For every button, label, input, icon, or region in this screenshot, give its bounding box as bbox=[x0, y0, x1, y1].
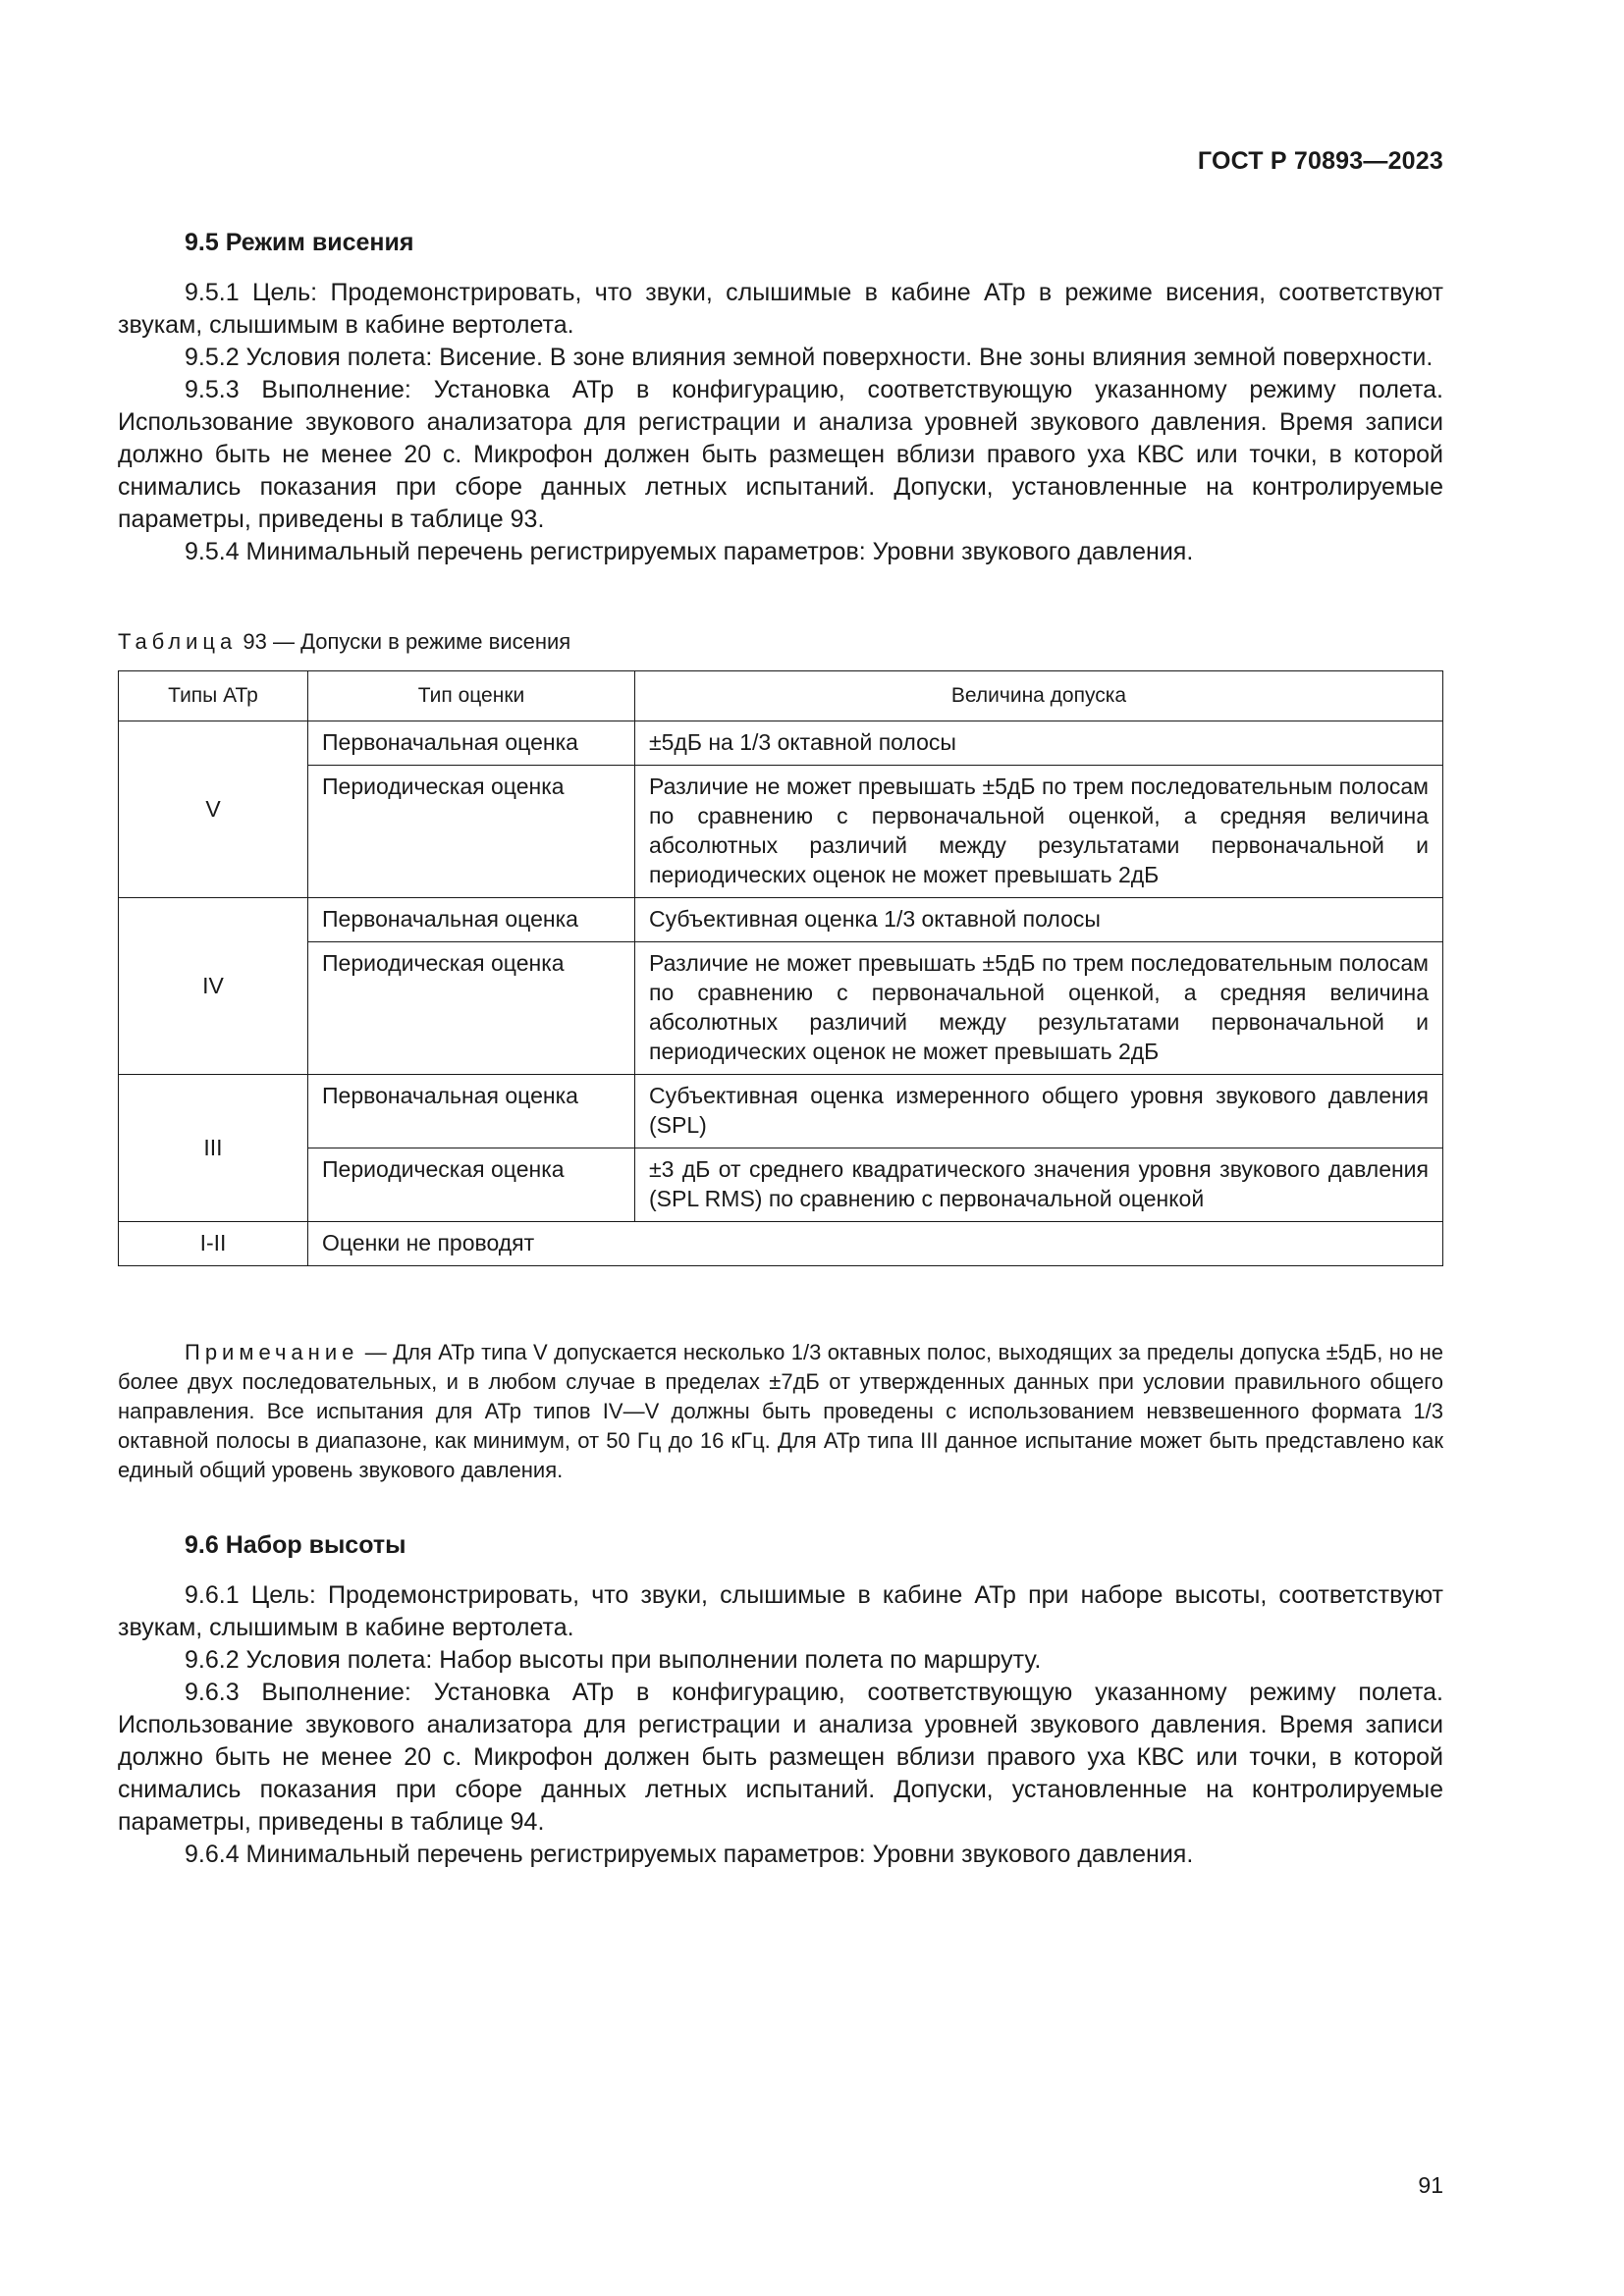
simulator-type-cell: IV bbox=[119, 898, 308, 1075]
table-row bbox=[119, 898, 1443, 942]
table-row bbox=[119, 1148, 1443, 1222]
section-9-5-body bbox=[118, 277, 1443, 568]
tolerance-cell: ±5дБ на 1/3 октавной полосы bbox=[635, 721, 1443, 766]
paragraph-9-6-2: 9.6.2 Условия полета: Набор высоты при выполнении полета по маршруту. bbox=[185, 1646, 1042, 1674]
column-header-assessment-type: Тип оценки bbox=[308, 671, 635, 721]
paragraph-9-5-1: 9.5.1 Цель: Продемонстрировать, что звуки, слышимые в кабине АТр в режиме висения, соответствуют звукам, слышимым в кабине вертолета. bbox=[118, 279, 1443, 339]
assessment-cell: Первоначальная оценка bbox=[308, 1075, 635, 1148]
tolerance-cell: Субъективная оценка 1/3 октавной полосы bbox=[635, 898, 1443, 942]
page-number: 91 bbox=[1418, 2172, 1443, 2198]
table-row bbox=[119, 721, 1443, 766]
table-note bbox=[118, 1338, 1443, 1485]
table-row bbox=[119, 942, 1443, 1075]
section-9-6-body bbox=[118, 1579, 1443, 1871]
tolerance-cell: Различие не может превышать ±5дБ по трем последовательным полосам по сравнению с первоначальной оценкой, а средняя величина абсолютных различий между результатами первоначальной и периодических оценок не может превышать 2дБ bbox=[635, 766, 1443, 898]
section-heading-9-6: 9.6 Набор высоты bbox=[185, 1531, 406, 1559]
simulator-type-cell: V bbox=[119, 721, 308, 898]
tolerance-cell: Субъективная оценка измеренного общего уровня звукового давления (SPL) bbox=[635, 1075, 1443, 1148]
note-text: — Для АТр типа V допускается несколько 1/3 октавных полос, выходящих за пределы допуска ±5дБ, но не более двух последовательных, и в любом случае в пределах ±7дБ от утвержденных данных при условии правильного общего направления. Все испытания для АТр типов IV—V должны быть проведены с использованием невзвешенного формата 1/3 октавной полосы в диапазоне, как минимум, от 50 Гц до 16 кГц. Для АТр типа III данное испытание может быть представлено как единый общий уровень звукового давления. bbox=[118, 1340, 1443, 1482]
document-page bbox=[118, 0, 1443, 2296]
column-header-tolerance: Величина допуска bbox=[635, 671, 1443, 721]
tolerance-cell: ±3 дБ от среднего квадратического значения уровня звукового давления (SPL RMS) по сравнению с первоначальной оценкой bbox=[635, 1148, 1443, 1222]
assessment-cell: Периодическая оценка bbox=[308, 1148, 635, 1222]
paragraph-9-6-3: 9.6.3 Выполнение: Установка АТр в конфигурацию, соответствующую указанному режиму полета. Использование звукового анализатора для регистрации и анализа уровней звукового давления. Время записи должно быть не менее 20 с. Микрофон должен быть размещен вблизи правого уха КВС или точки, в которой снимались показания при сборе данных летных испытаний. Допуски, установленные на контролируемые параметры, приведены в таблице 94. bbox=[118, 1679, 1443, 1836]
paragraph-9-5-3: 9.5.3 Выполнение: Установка АТр в конфигурацию, соответствующую указанному режиму полета. Использование звукового анализатора для регистрации и анализа уровней звукового давления. Время записи должно быть не менее 20 с. Микрофон должен быть размещен вблизи правого уха КВС или точки, в которой снимались показания при сборе данных летных испытаний. Допуски, установленные на контролируемые параметры, приведены в таблице 93. bbox=[118, 376, 1443, 533]
paragraph-9-6-1: 9.6.1 Цель: Продемонстрировать, что звуки, слышимые в кабине АТр при наборе высоты, соответствуют звукам, слышимым в кабине вертолета. bbox=[118, 1581, 1443, 1641]
paragraph-9-5-4: 9.5.4 Минимальный перечень регистрируемых параметров: Уровни звукового давления. bbox=[185, 538, 1194, 565]
note-label: Примечание bbox=[185, 1340, 359, 1364]
paragraph-9-6-4: 9.6.4 Минимальный перечень регистрируемых параметров: Уровни звукового давления. bbox=[185, 1841, 1194, 1868]
assessment-cell: Первоначальная оценка bbox=[308, 898, 635, 942]
table-caption-title: 93 — Допуски в режиме висения bbox=[237, 629, 571, 654]
assessment-cell: Периодическая оценка bbox=[308, 942, 635, 1075]
table-row bbox=[119, 1075, 1443, 1148]
document-code: ГОСТ Р 70893—2023 bbox=[1197, 147, 1443, 175]
column-header-simulator-type: Типы АТр bbox=[119, 671, 308, 721]
table-caption-label: Таблица bbox=[118, 629, 238, 654]
simulator-type-cell: I-II bbox=[119, 1222, 308, 1266]
assessment-cell: Первоначальная оценка bbox=[308, 721, 635, 766]
table-header-row bbox=[119, 671, 1443, 721]
assessment-cell: Периодическая оценка bbox=[308, 766, 635, 898]
no-assessment-cell: Оценки не проводят bbox=[308, 1222, 1443, 1266]
table-row bbox=[119, 1222, 1443, 1266]
paragraph-9-5-2: 9.5.2 Условия полета: Висение. В зоне влияния земной поверхности. Вне зоны влияния земной поверхности. bbox=[185, 344, 1434, 371]
table-caption bbox=[118, 629, 570, 655]
section-heading-9-5: 9.5 Режим висения bbox=[185, 229, 414, 256]
tolerance-table bbox=[118, 670, 1443, 1266]
table-row bbox=[119, 766, 1443, 898]
tolerance-cell: Различие не может превышать ±5дБ по трем последовательным полосам по сравнению с первоначальной оценкой, а средняя величина абсолютных различий между результатами первоначальной и периодических оценок не может превышать 2дБ bbox=[635, 942, 1443, 1075]
simulator-type-cell: III bbox=[119, 1075, 308, 1222]
